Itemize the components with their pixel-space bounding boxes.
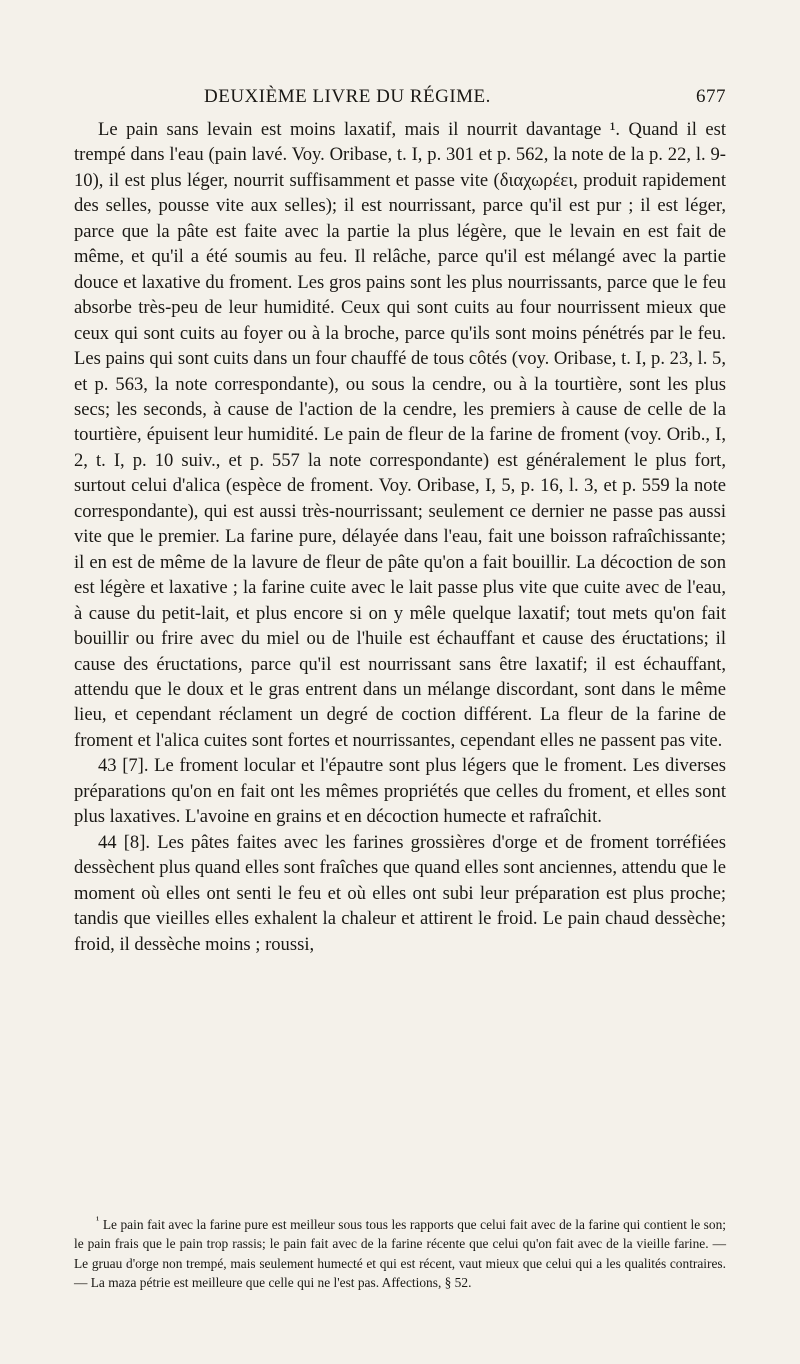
footnote-1 [74, 1215, 726, 1293]
footnote-text: Le pain fait avec la farine pure est meilleur sous tous les rapports que celui fait avec de la farine qui contient le son; le pain frais que le pain trop rassis; le pain fait avec de la farine récente que celui qu'on fait avec de la vieille farine. — Le gruau d'orge non trempé, mais seulement humecté et qui est récent, vaut mieux que celui qui a les qualités contraires. — La maza pétrie est meilleure que celle qui ne l'est pas. Affections, § 52. [74, 1217, 726, 1291]
footnote-marker: ¹ [96, 1214, 100, 1227]
running-head: DEUXIÈME LIVRE DU RÉGIME. [204, 86, 491, 107]
main-text [74, 117, 726, 957]
footnotes [74, 1215, 726, 1293]
paragraph-44: 44 [8]. Les pâtes faites avec les farines grossières d'orge et de froment torréfiées dessèchent plus quand elles sont fraîches que quand elles sont anciennes, attendu que le moment où elles ont senti le feu et où elles ont subi leur préparation est plus proche; tandis que vieilles elles exhalent la chaleur et attirent le froid. Le pain chaud dessèche; froid, il dessèche moins ; roussi, [74, 831, 726, 955]
page-number: 677 [696, 86, 726, 107]
paragraph-bread: Le pain sans levain est moins laxatif, mais il nourrit davantage ¹. Quand il est trempé dans l'eau (pain lavé. Voy. Oribase, t. I, p. 301 et p. 562, la note de la p. 22, l. 9-10), il est plus léger, nourrit suffisamment et passe vite (διαχωρέει, produit rapidement des selles, pousse vite aux selles); il est nourrissant, parce qu'il est pur ; il est léger, parce que la pâte est faite avec la partie la plus légère, que le levain en est fait de même, et qu'il a été soumis au feu. Il relâche, parce qu'il est mélangé avec la partie douce et laxative du froment. Les gros pains sont les plus nourrissants, parce que le feu absorbe très-peu de leur humidité. Ceux qui sont cuits au four nourrissent mieux que ceux qui sont cuits au foyer ou à la broche, parce qu'ils sont moins pénétrés par le feu. Les pains qui sont cuits dans un four chauffé de tous côtés (voy. Oribase, t. I, p. 23, l. 5, et p. 563, la note correspondante), ou sous la cendre, ou à la tourtière, sont les plus secs; les seconds, à cause de l'action de la cendre, les premiers à cause de celle de la tourtière, épuisent leur humidité. Le pain de fleur de la farine de froment (voy. Orib., I, 2, t. I, p. 10 suiv., et p. 557 la note correspondante) est généralement le plus fort, surtout celui d'alica (espèce de froment. Voy. Oribase, I, 5, p. 16, l. 3, et p. 559 la note correspondante), qui est aussi très-nourrissant; seulement ce dernier ne passe pas aussi vite que le premier. La farine pure, délayée dans l'eau, fait une boisson rafraîchissante; il en est de même de la lavure de fleur de pâte qu'on a fait bouillir. La décoction de son est légère et laxative ; la farine cuite avec le lait passe plus vite que cuite avec de l'eau, à cause du petit-lait, et plus encore si on y mêle quelque laxatif; tout mets qu'on fait bouillir ou frire avec du miel ou de l'huile est échauffant et cause des éructations; il cause des éructations, parce qu'il est nourrissant sans être laxatif; il est échauffant, attendu que le doux et le gras entrent dans un mélange discordant, sont dans le même lieu, et cependant réclament un degré de coction différent. La fleur de la farine de froment et l'alica cuites sont fortes et nourrissantes, cependant elles ne passent pas vite. [74, 119, 726, 751]
page-header [74, 86, 726, 112]
paragraph-43: 43 [7]. Le froment locular et l'épautre sont plus légers que le froment. Les diverses préparations qu'on en fait ont les mêmes propriétés que celles du froment, et elles sont plus laxatives. L'avoine en grains et en décoction humecte et rafraîchit. [74, 755, 726, 828]
